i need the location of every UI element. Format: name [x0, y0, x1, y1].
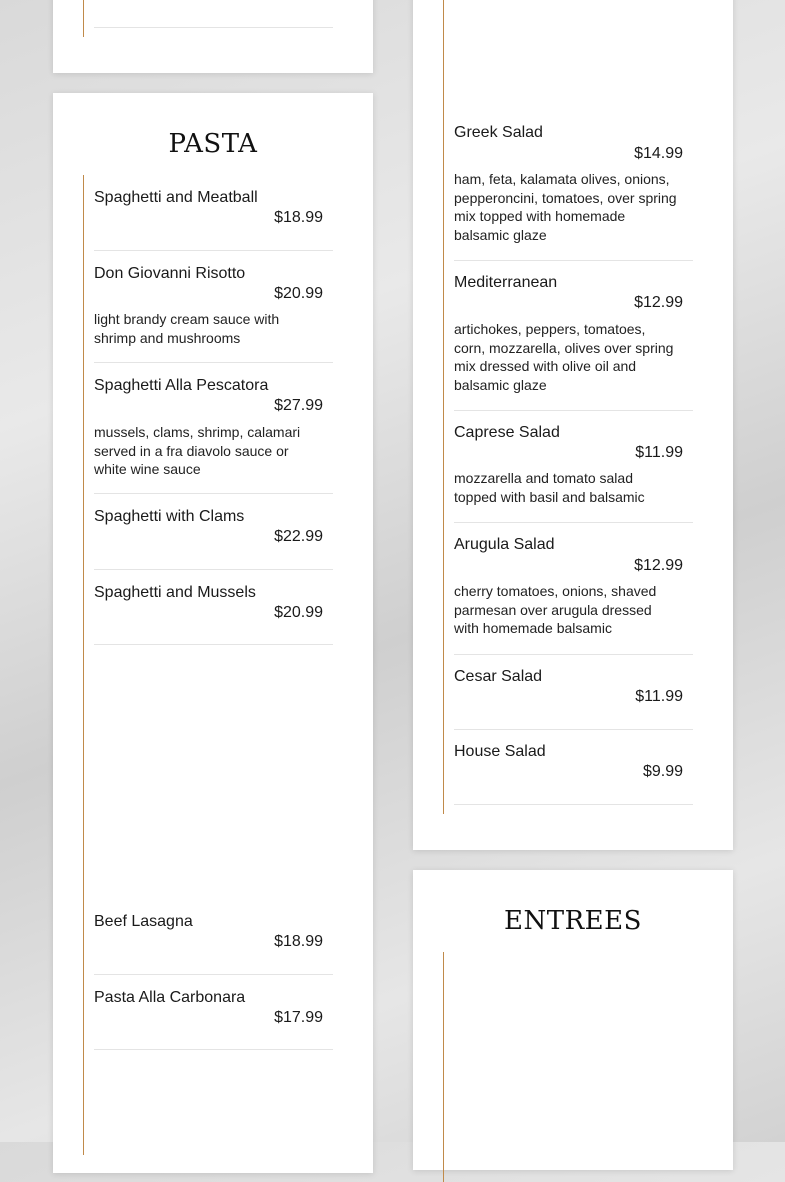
menu-item-price: $12.99 [634, 294, 683, 311]
menu-item-description: mussels, clams, shrimp, calamari served in a fra diavolo sauce or white wine sauce [94, 424, 301, 477]
menu-item-name: Spaghetti and Meatball [94, 189, 258, 206]
menu-item-name: Cesar Salad [454, 668, 543, 685]
menu-item-name: Mediterranean [454, 274, 558, 291]
menu-item-price: $12.99 [634, 557, 683, 574]
menu-item-price: $18.99 [274, 209, 323, 226]
menu-item-name: Don Giovanni Risotto [94, 265, 246, 282]
menu-item-name: Beef Lasagna [94, 913, 193, 930]
item-separator [454, 522, 693, 523]
menu-item-description: light brandy cream sauce with shrimp and mushrooms [94, 311, 280, 346]
menu-item-name: House Salad [454, 743, 546, 760]
item-separator [94, 1049, 333, 1050]
menu-item-price: $11.99 [635, 444, 683, 461]
menu-item-name: Spaghetti Alla Pescatora [94, 377, 269, 394]
entrees-menu-card [413, 870, 733, 1170]
menu-item-name: Caprese Salad [454, 424, 560, 441]
item-separator [94, 644, 333, 645]
menu-item-price: $9.99 [642, 763, 683, 780]
entrees-heading: ENTREES [504, 906, 642, 936]
menu-item-price: $11.99 [635, 688, 683, 705]
item-separator [94, 362, 333, 363]
menu-item-price: $20.99 [274, 285, 323, 302]
item-separator [94, 27, 333, 28]
item-separator [94, 569, 333, 570]
item-separator [454, 654, 693, 655]
item-separator [454, 410, 693, 411]
menu-item-description: cherry tomatoes, onions, shaved parmesan over arugula dressed with homemade balsamic [454, 583, 657, 636]
item-separator [454, 804, 693, 805]
accent-line [443, 952, 444, 1182]
item-separator [94, 250, 333, 251]
menu-item-name: Greek Salad [454, 124, 543, 141]
menu-item-price: $17.99 [274, 1009, 323, 1026]
menu-card-top-fragment [53, 0, 373, 73]
item-separator [94, 974, 333, 975]
menu-item-price: $22.99 [274, 528, 323, 545]
menu-item-description: ham, feta, kalamata olives, onions, pepperoncini, tomatoes, over spring mix topped with homemade balsamic glaze [454, 171, 677, 243]
menu-item-name: Spaghetti and Mussels [94, 584, 256, 601]
accent-line [83, 0, 84, 37]
salads-menu-card [413, 0, 733, 850]
menu-item-name: Spaghetti with Clams [94, 508, 245, 525]
item-separator [94, 493, 333, 494]
menu-item-price: $27.99 [274, 397, 323, 414]
accent-line [443, 0, 444, 814]
menu-item-price: $20.99 [274, 604, 323, 621]
accent-line [83, 175, 84, 1155]
pasta-heading: PASTA [168, 129, 258, 159]
menu-item-name: Arugula Salad [454, 536, 555, 553]
menu-item-description: artichokes, peppers, tomatoes, corn, mozzarella, olives over spring mix dressed with olive oil and balsamic glaze [454, 321, 674, 393]
menu-item-description: mozzarella and tomato salad topped with basil and balsamic [454, 470, 645, 505]
menu-item-price: $14.99 [634, 145, 683, 162]
menu-item-name: Pasta Alla Carbonara [94, 989, 246, 1006]
pasta-menu-card [53, 93, 373, 1173]
item-separator [454, 260, 693, 261]
menu-item-price: $18.99 [274, 933, 323, 950]
item-separator [454, 729, 693, 730]
